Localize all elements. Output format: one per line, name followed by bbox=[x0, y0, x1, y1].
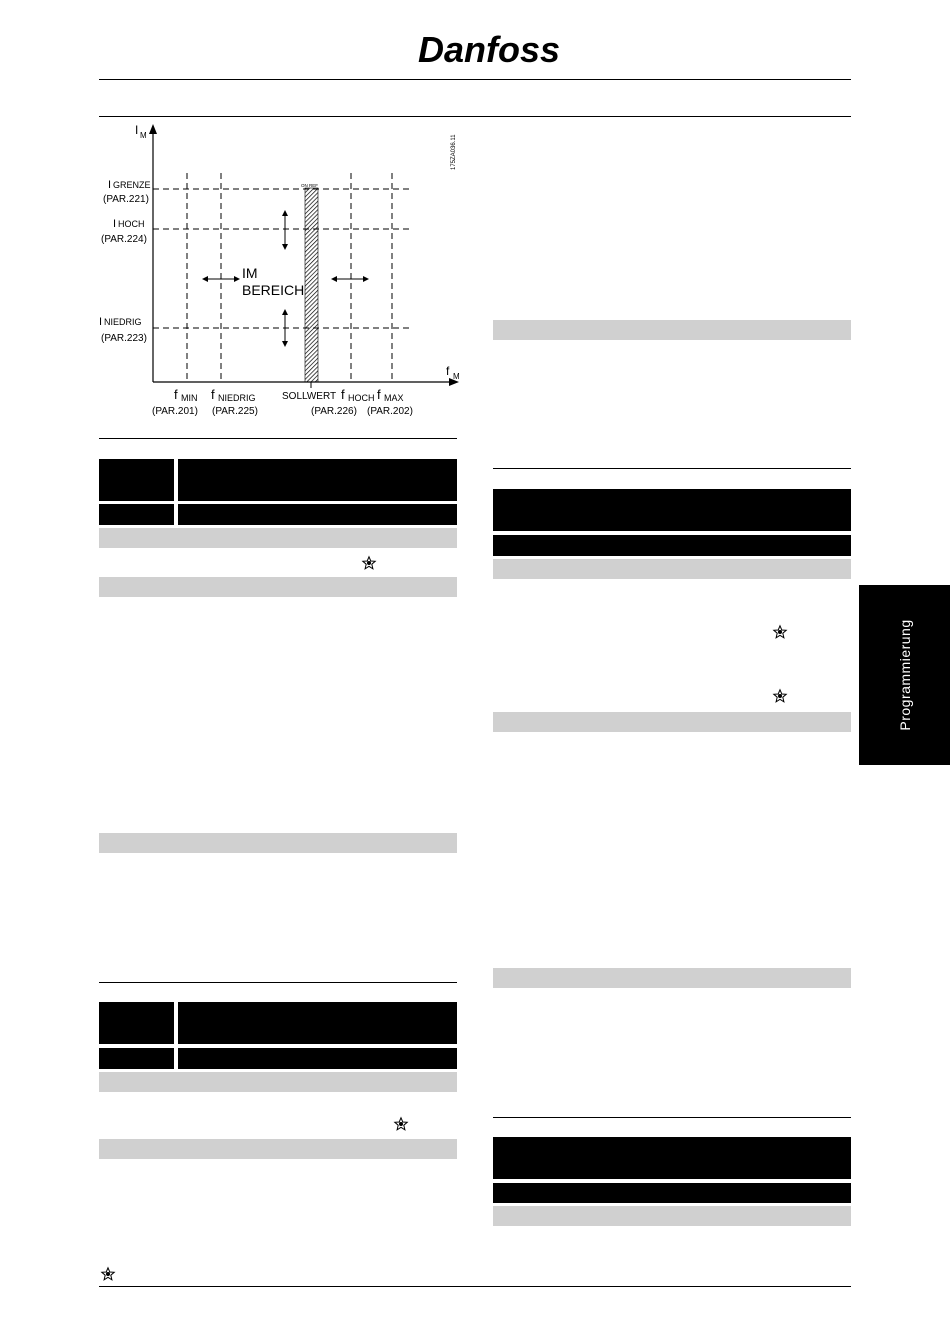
left-param-subtitle-box-1 bbox=[178, 504, 457, 525]
f-niedrig-label: f bbox=[211, 387, 215, 402]
i-hoch-par: (PAR.224) bbox=[101, 234, 147, 245]
f-min-label: f bbox=[174, 387, 178, 402]
right-section-rule-2 bbox=[493, 1117, 851, 1118]
left-value-band-2 bbox=[99, 1072, 457, 1092]
footer-rule bbox=[99, 1286, 851, 1287]
x-axis-label: f bbox=[446, 364, 450, 378]
current-frequency-diagram bbox=[95, 118, 465, 428]
on-ref-label: ON REF bbox=[301, 183, 319, 188]
i-hoch-sub: HOCH bbox=[118, 219, 145, 229]
left-param-subnumber-box-2 bbox=[99, 1048, 174, 1069]
right-param-title-box-2 bbox=[493, 1137, 851, 1179]
star-icon bbox=[362, 556, 376, 575]
f-max-label: f bbox=[377, 387, 381, 402]
f-hoch-label: f bbox=[341, 387, 345, 402]
left-description-band-1 bbox=[99, 833, 457, 853]
left-function-band-1 bbox=[99, 577, 457, 597]
side-tab-label: Programmierung bbox=[896, 619, 913, 731]
star-icon bbox=[773, 689, 787, 708]
left-param-subtitle-box-2 bbox=[178, 1048, 457, 1069]
left-param-title-box-2 bbox=[178, 1002, 457, 1044]
right-param-title-box-1 bbox=[493, 489, 851, 531]
f-niedrig-sub: NIEDRIG bbox=[218, 393, 256, 403]
right-param-subtitle-box-1 bbox=[493, 535, 851, 556]
i-grenze-par: (PAR.221) bbox=[103, 194, 149, 205]
right-description-band-1 bbox=[493, 968, 851, 988]
left-param-subnumber-box-1 bbox=[99, 504, 174, 525]
f-min-par: (PAR.201) bbox=[152, 406, 198, 417]
diagram-code: 175ZA036.11 bbox=[451, 134, 457, 170]
brand-logo-text: Danfoss bbox=[418, 29, 561, 70]
right-function-band-1 bbox=[493, 712, 851, 732]
star-icon bbox=[773, 625, 787, 644]
f-max-par: (PAR.202) bbox=[367, 406, 413, 417]
star-icon bbox=[101, 1267, 115, 1286]
top-rule bbox=[99, 116, 851, 117]
sollwert-label: SOLLWERT bbox=[282, 391, 337, 402]
f-niedrig-par: (PAR.225) bbox=[212, 406, 258, 417]
y-axis-label: I bbox=[135, 123, 139, 137]
left-section-rule-1 bbox=[99, 438, 457, 439]
f-min-sub: MIN bbox=[181, 393, 198, 403]
i-niedrig-sub: NIEDRIG bbox=[104, 317, 142, 327]
left-value-band-1 bbox=[99, 528, 457, 548]
danfoss-logo bbox=[416, 26, 561, 79]
star-icon bbox=[394, 1117, 408, 1136]
y-axis-sub: M bbox=[140, 131, 147, 140]
i-niedrig-par: (PAR.223) bbox=[101, 333, 147, 344]
header-rule bbox=[99, 79, 851, 80]
right-param-subtitle-box-2 bbox=[493, 1183, 851, 1203]
f-max-sub: MAX bbox=[384, 393, 404, 403]
f-hoch-par: (PAR.226) bbox=[311, 406, 357, 417]
i-hoch-label: I bbox=[113, 218, 117, 230]
left-param-number-box-1 bbox=[99, 459, 174, 501]
bereich-label: BEREICH bbox=[242, 282, 305, 298]
right-value-band-1 bbox=[493, 559, 851, 579]
left-param-title-box-1 bbox=[178, 459, 457, 501]
left-section-rule-2 bbox=[99, 982, 457, 983]
x-axis-sub: M bbox=[453, 372, 460, 381]
right-value-band-2 bbox=[493, 1206, 851, 1226]
right-description-band-0 bbox=[493, 320, 851, 340]
right-section-rule-1 bbox=[493, 468, 851, 469]
im-label: IM bbox=[242, 265, 258, 281]
section-side-tab bbox=[859, 585, 950, 765]
left-function-band-2 bbox=[99, 1139, 457, 1159]
i-grenze-label: I bbox=[108, 179, 112, 191]
i-grenze-sub: GRENZE bbox=[113, 180, 151, 190]
i-niedrig-label: I bbox=[99, 316, 103, 328]
f-hoch-sub: HOCH bbox=[348, 393, 375, 403]
left-param-number-box-2 bbox=[99, 1002, 174, 1044]
